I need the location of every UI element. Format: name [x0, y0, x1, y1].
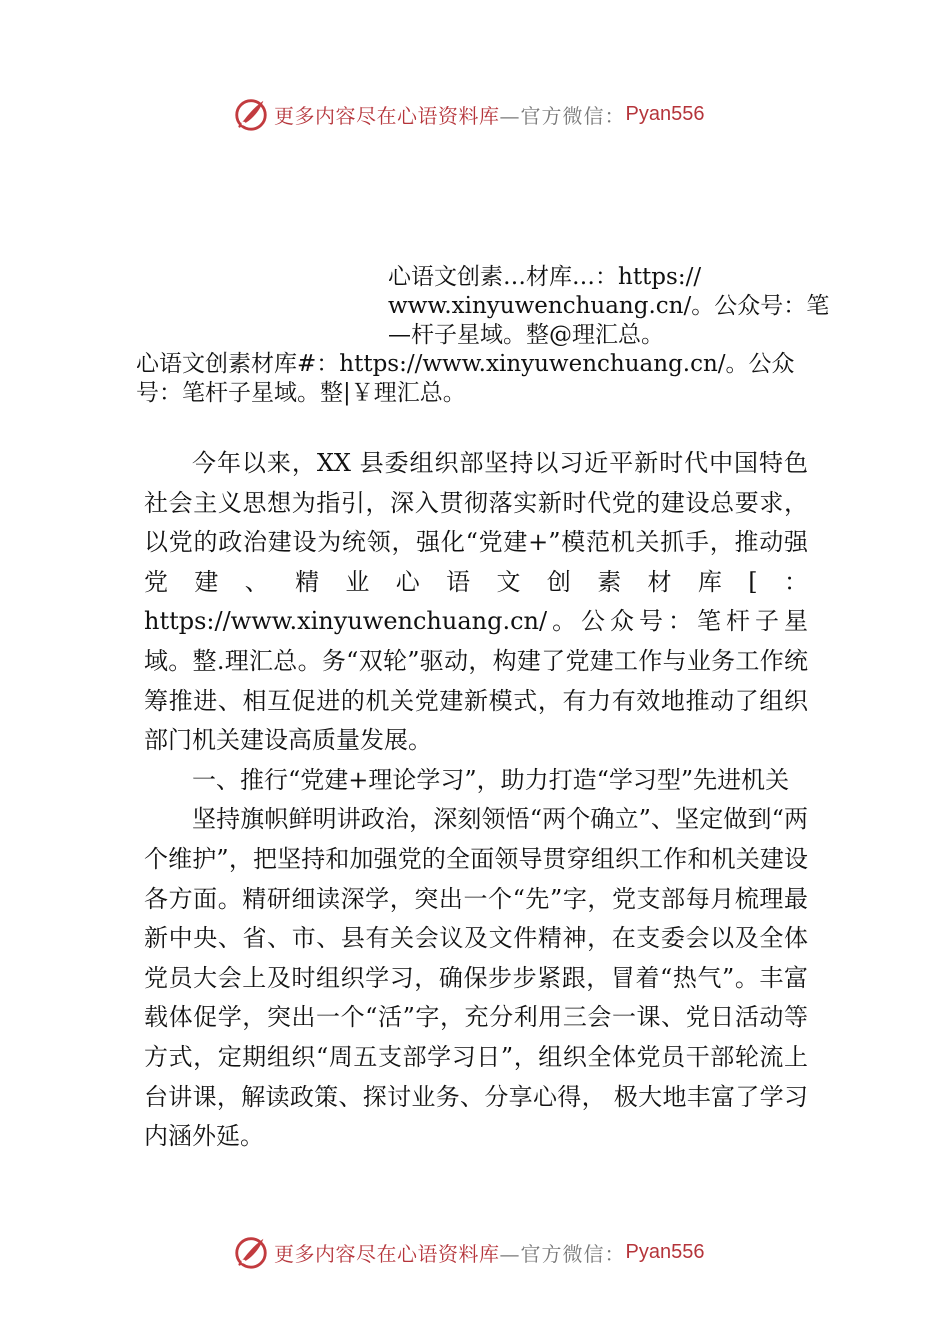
quill-pen-logo-icon [232, 95, 270, 133]
banner-sub-text: —官方微信： [499, 103, 626, 128]
article-paragraph-intro: 今年以来，XX 县委组织部坚持以习近平新时代中国特色社会主义思想为指引，深入贯彻落实新时代党的建设总要求，以党的政治建设为统领，强化“党建+”模范机关抓手，推动强党建、精业心语文创素材库[：https://www.xinyuwenchuang.cn/。公众号：笔杆子星域。整.理汇总。务“双轮”驱动，构建了党建工作与业务工作统筹推进、相互促进的机关党建新模式，有力有效地推动了组织部门机关建设高质量发展。 [144, 449, 808, 755]
source-note-line: 心语文创素材库#：https://www.xinyuwenchuang.cn/。公众 [136, 351, 795, 377]
section-heading: 一、推行“党建+理论学习”，助力打造“学习型”先进机关 [192, 765, 790, 794]
footer-banner [232, 1232, 704, 1272]
source-note-line: 心语文创素…材库…：https:// [388, 264, 702, 290]
source-note-line: www.xinyuwenchuang.cn/。公众号：笔 [388, 293, 830, 319]
source-note-right [388, 263, 828, 350]
banner-sub-text: —官方微信： [499, 1241, 626, 1266]
quill-pen-logo-icon [232, 1233, 270, 1271]
article-body [144, 444, 808, 1157]
article-paragraph: 坚持旗帜鲜明讲政治，深刻领悟“两个确立”、坚定做到“两个维护”，把坚持和加强党的全面领导贯穿组织工作和机关建设各方面。精研细读深学，突出一个“先”字，党支部每月梳理最新中央、省、市、县有关会议及文件精神，在支委会以及全体党员大会上及时组织学习，确保步步紧跟，冒着“热气”。丰富载体促学，突出一个“活”字，充分利用三会一课、党日活动等方式，定期组织“周五支部学习日”，组织全体党员干部轮流上台讲课，解读政策、探讨业务、分享心得， 极大地丰富了学习内涵外延。 [144, 805, 808, 1151]
banner-wechat-id: Pyan556 [625, 1240, 705, 1263]
banner-main-text: 更多内容尽在心语资料库 [274, 103, 500, 128]
source-note-left [136, 350, 826, 408]
banner-wechat-id: Pyan556 [625, 102, 705, 125]
source-note-line: —杆子星域。整@理汇总。 [388, 322, 664, 348]
banner-main-text: 更多内容尽在心语资料库 [274, 1241, 500, 1266]
header-banner [232, 94, 704, 134]
source-note-line: 号：笔杆子星域。整|￥理汇总。 [136, 380, 466, 406]
